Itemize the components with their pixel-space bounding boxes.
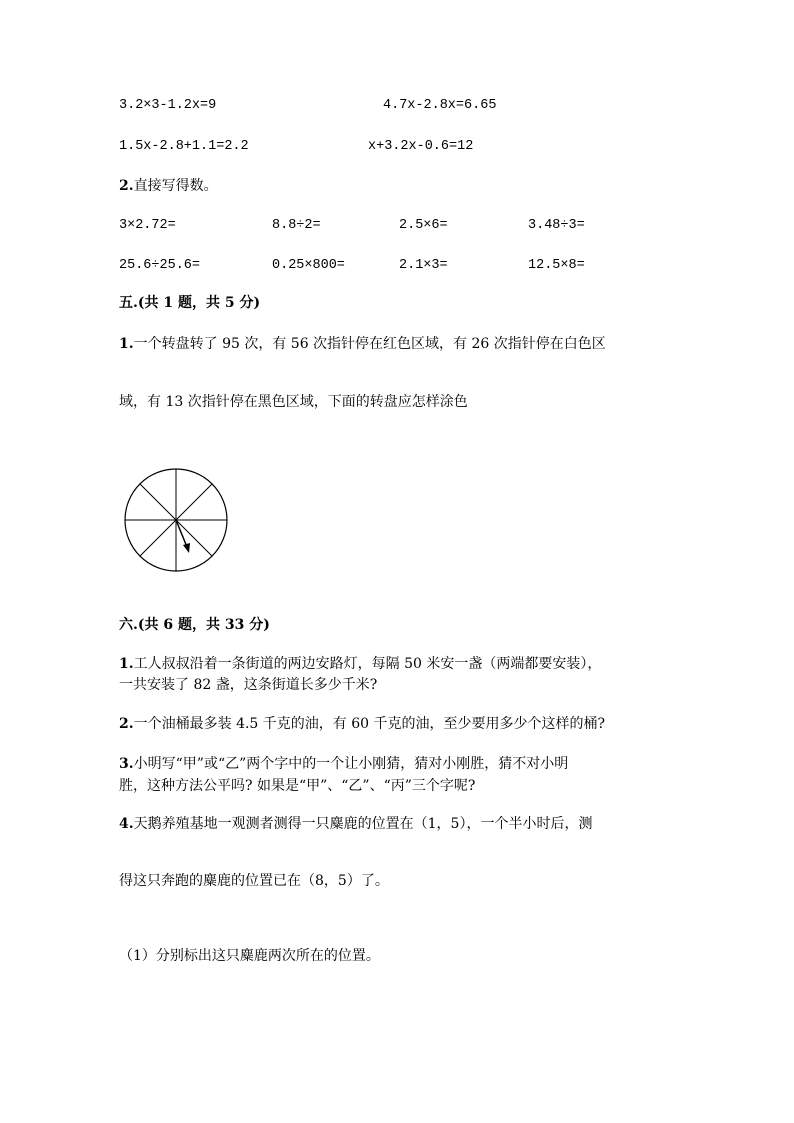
- section-6-question-3-line-1: [119, 755, 568, 773]
- calc-item: 3.48÷3=: [528, 218, 585, 233]
- equation-4: x+3.2x-0.6=12: [368, 139, 474, 154]
- equation-2: 4.7x-2.8x=6.65: [383, 98, 497, 113]
- calc-item: 3×2.72=: [119, 218, 176, 233]
- calc-item: 12.5×8=: [528, 258, 585, 273]
- question-text: 小明写“甲”或“乙”两个字中的一个让小刚猜，猜对小刚胜，猜不对小明: [133, 756, 569, 772]
- section-6-question-4-sub-1: （1）分别标出这只麋鹿两次所在的位置。: [119, 948, 380, 964]
- question-number: 1.: [119, 656, 134, 672]
- question-number: 1.: [119, 336, 134, 352]
- calc-item: 8.8÷2=: [272, 218, 321, 233]
- question-text: 直接写得数。: [133, 178, 218, 194]
- section-6-question-4-line-2: 得这只奔跑的麋鹿的位置已在（8，5）了。: [119, 873, 389, 889]
- section-5-question-1-line-1: [119, 335, 606, 353]
- question-number: 2.: [119, 178, 134, 194]
- question-number: 3.: [119, 756, 134, 772]
- calc-item: 25.6÷25.6=: [119, 258, 201, 273]
- section-6-question-2-line-1: [119, 715, 605, 733]
- question-number: 2.: [119, 716, 134, 732]
- section-6-question-1-line-2: 一共安装了 82 盏，这条街道长多少千米?: [119, 677, 378, 693]
- question-text: 工人叔叔沿着一条街道的两边安路灯，每隔 50 米安一盏（两端都要安装），: [133, 656, 602, 672]
- section-5-heading: 五.(共 1 题，共 5 分): [119, 295, 261, 311]
- section-6-question-1-line-1: [119, 655, 601, 673]
- question-text: 天鹅养殖基地一观测者测得一只麋鹿的位置在（1，5），一个半小时后，测: [133, 816, 593, 832]
- section-6-question-4-line-1: [119, 815, 592, 833]
- question-text: 一个转盘转了 95 次，有 56 次指针停在红色区域，有 26 次指针停在白色区: [133, 336, 606, 352]
- calc-item: 2.5×6=: [399, 218, 448, 233]
- spinner-figure: [120, 466, 232, 578]
- section-5-question-1-line-2: 域，有 13 次指针停在黑色区域，下面的转盘应怎样涂色: [119, 394, 468, 410]
- question-2: [119, 177, 218, 195]
- calc-item: 2.1×3=: [399, 258, 448, 273]
- question-number: 4.: [119, 816, 134, 832]
- question-text: 一个油桶最多装 4.5 千克的油，有 60 千克的油，至少要用多少个这样的桶?: [133, 716, 606, 732]
- equation-3: 1.5x-2.8+1.1=2.2: [119, 139, 249, 154]
- section-6-heading: 六.(共 6 题，共 33 分): [119, 617, 270, 633]
- equation-1: 3.2×3-1.2x=9: [119, 98, 217, 113]
- calc-item: 0.25×800=: [272, 258, 345, 273]
- section-6-question-3-line-2: 胜，这种方法公平吗? 如果是“甲”、“乙”、“丙”三个字呢?: [119, 778, 476, 794]
